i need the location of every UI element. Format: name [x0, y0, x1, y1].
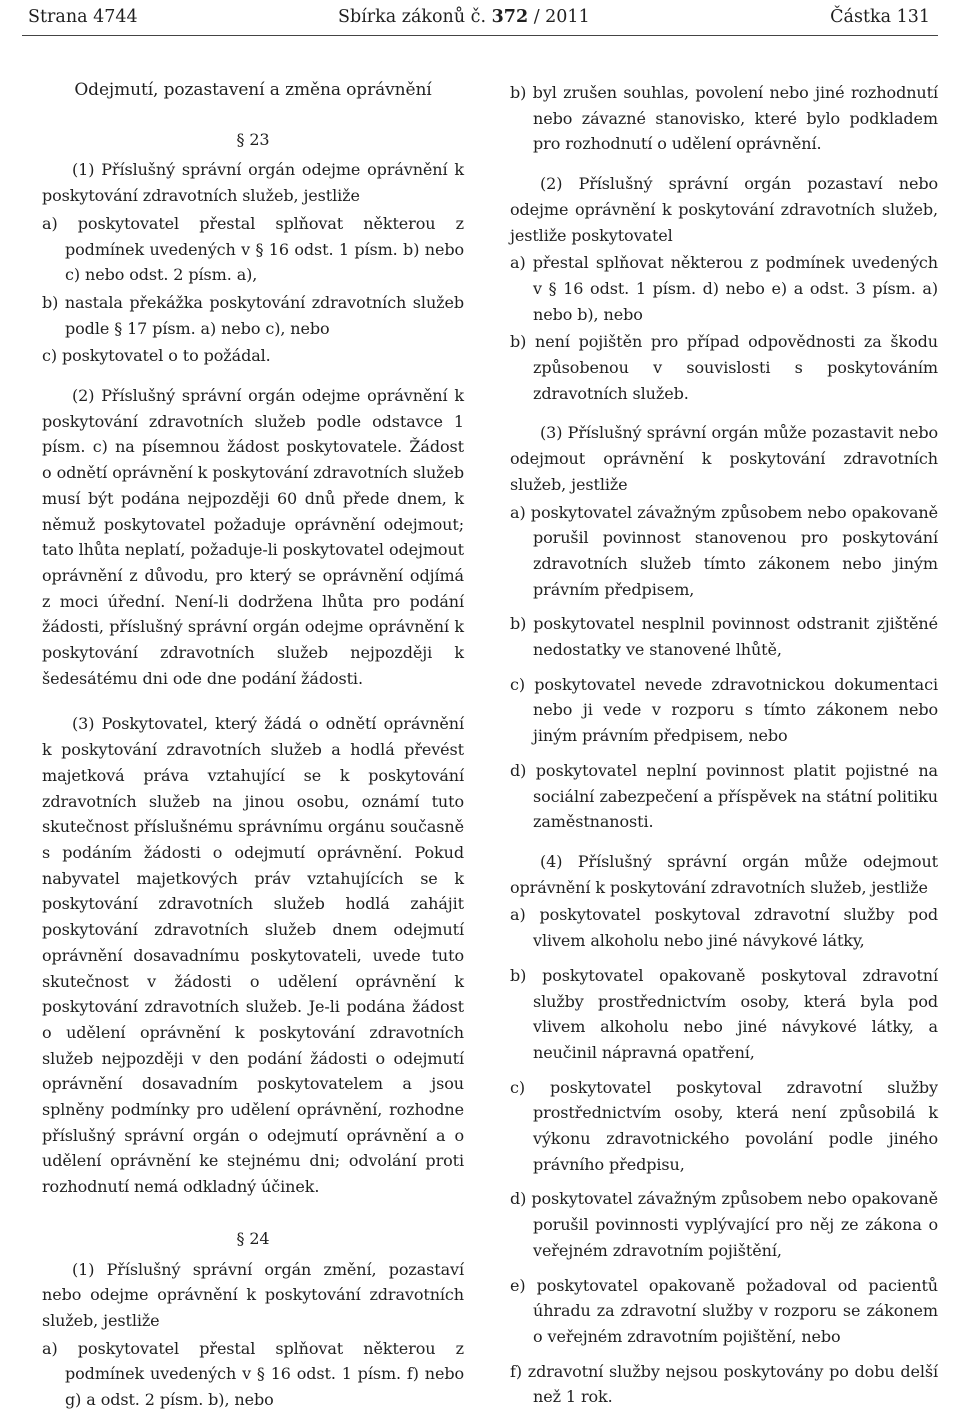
spacer — [510, 408, 938, 420]
section-heading-23: § 23 — [236, 129, 270, 149]
spacer — [510, 159, 938, 171]
spacer — [42, 371, 464, 383]
page-header — [20, 2, 940, 36]
s23-paragraph-1: (1) Příslušný správní orgán odejme oprávnění k poskytování zdravotních služeb, jestliže — [42, 160, 464, 206]
s24-paragraph-1: (1) Příslušný správní orgán změní, pozastaví nebo odejme oprávnění k poskytování zdravotních služeb, jestliže — [42, 1259, 464, 1330]
law-number: 372 — [491, 7, 529, 27]
s24-p2-item-b: b) není pojištěn pro případ odpovědnosti za škodu způsobenou v souvislosti s poskytováním zdravotních služeb. — [510, 332, 938, 403]
s23-p1-item-a: a) poskytovatel přestal splňovat některou z podmínek uvedených v § 16 odst. 1 písm. b) nebo c) nebo odst. 2 písm. a), — [42, 213, 464, 285]
issue-number: Částka 131 — [830, 7, 930, 27]
s24-p2-item-a: a) přestal splňovat některou z podmínek uvedených v § 16 odst. 1 písm. d) nebo e) a odst. 3 písm. a) nebo b), nebo — [510, 253, 938, 324]
part-title: Odejmutí, pozastavení a změna oprávnění — [74, 80, 432, 100]
s24-paragraph-4: (4) Příslušný správní orgán může odejmout oprávnění k poskytování zdravotních služeb, jestliže — [510, 851, 938, 897]
s24-p1-item-b: b) byl zrušen souhlas, povolení nebo jiné rozhodnutí nebo závazné stanovisko, které bylo podkladem pro rozhodnutí o udělení oprávnění. — [510, 83, 938, 154]
s24-p3-item-b: b) poskytovatel nesplnil povinnost odstranit zjištěné nedostatky ve stanovené lhůtě, — [510, 614, 938, 660]
s23-paragraph-2: (2) Příslušný správní orgán odejme oprávnění k poskytování zdravotních služeb podle odstavce 1 písm. c) na písemnou žádost poskytovatele. Žádost o odnětí oprávnění k poskytování zdravotních služeb musí být podána nejpozději 60 dnů přede dnem, k němuž poskytovatel požaduje oprávnění odejmout; tato lhůta neplatí, požaduje-li poskytovatel odejmout oprávnění z důvodu, pro který se oprávnění odjímá z moci úřední. Není-li dodržena lhůta pro podání žádosti, příslušný správní orgán odejme oprávnění k poskytování zdravotních služeb nejpozději k šedesátému dni ode dne podání žádosti. — [42, 386, 464, 688]
s24-paragraph-3: (3) Příslušný správní orgán může pozastavit nebo odejmout oprávnění k poskytování zdravotních služeb, jestliže — [510, 423, 938, 494]
spacer — [42, 699, 464, 711]
s24-p4-item-c: c) poskytovatel poskytoval zdravotní služby prostřednictvím osoby, která není způsobilá k výkonu zdravotnického povolání podle jiného právního předpisu, — [510, 1077, 938, 1174]
s24-p4-item-e: e) poskytovatel opakovaně požadoval od pacientů úhradu za zdravotní služby v rozporu se zákonem o veřejném zdravotním pojištění, nebo — [510, 1275, 938, 1346]
collection-name: Sbírka zákonů č. — [338, 7, 487, 27]
s24-p1-item-a: a) poskytovatel přestal splňovat některou z podmínek uvedených v § 16 odst. 1 písm. f) nebo g) a odst. 2 písm. b), nebo — [42, 1338, 464, 1410]
s24-p3-item-d: d) poskytovatel neplní povinnost platit pojistné na sociální zabezpečení a příspěvek na státní politiku zaměstnanosti. — [510, 760, 938, 832]
s24-p4-item-d: d) poskytovatel závažným způsobem nebo opakovaně porušil povinnosti vyplývající pro něj ze zákona o veřejném zdravotním pojištění, — [510, 1189, 938, 1260]
left-column — [42, 78, 464, 1415]
spacer — [510, 837, 938, 849]
s24-p4-item-b: b) poskytovatel opakovaně poskytoval zdravotní služby prostřednictvím osoby, která byla pod vlivem alkoholu nebo jiné návykové látky, a neučinil nápravná opatření, — [510, 965, 938, 1062]
section-heading-24: § 24 — [236, 1228, 270, 1248]
s24-p3-item-a: a) poskytovatel závažným způsobem nebo opakovaně porušil povinnost stanovenou pro poskytování zdravotních služeb tímto zákonem nebo jiným právním předpisem, — [510, 502, 938, 599]
s23-p1-item-c: c) poskytovatel o to požádal. — [42, 346, 271, 366]
s23-paragraph-3: (3) Poskytovatel, který žádá o odnětí oprávnění k poskytování zdravotních služeb a hodlá převést majetková práva vztahující se k poskytování zdravotních služeb na jinou osobu, oznámí tuto skutečnost příslušnému správnímu orgánu současně s podáním žádosti o odejmutí oprávnění. Pokud nabyvatel majetkových práv vztahujících se k poskytování zdravotních služeb hodlá zahájit poskytování zdravotních služeb dnem odejmutí oprávnění dosavadnímu poskytovateli, uvede tuto skutečnost v žádosti o udělení oprávnění k poskytování zdravotních služeb. Je-li podána žádost o udělení oprávnění k poskytování zdravotních služeb nejpozději v den podání žádosti o odejmutí oprávnění dosavadním poskytovatelem a jsou splněny podmínky pro udělení oprávnění, rozhodne příslušný správní orgán o odejmutí oprávnění a o udělení oprávnění ke stejnému dni; odvolání proti rozhodnutí nemá odkladný účinek. — [42, 714, 464, 1197]
s24-paragraph-2: (2) Příslušný správní orgán pozastaví nebo odejme oprávnění k poskytování zdravotních služeb, jestliže poskytovatel — [510, 174, 938, 245]
right-column — [510, 80, 938, 1412]
law-year: / 2011 — [533, 7, 590, 27]
s24-p4-item-a: a) poskytovatel poskytoval zdravotní služby pod vlivem alkoholu nebo jiné návykové látky, — [510, 905, 938, 951]
page-number: Strana 4744 — [28, 7, 138, 27]
s24-p3-item-c: c) poskytovatel nevede zdravotnickou dokumentaci nebo ji vede v rozporu s tímto zákonem nebo jiným právním předpisem, nebo — [510, 674, 938, 746]
s23-p1-item-b: b) nastala překážka poskytování zdravotních služeb podle § 17 písm. a) nebo c), nebo — [42, 292, 464, 338]
collection-reference — [338, 4, 590, 30]
s24-p4-item-f: f) zdravotní služby nejsou poskytovány po dobu delší než 1 rok. — [510, 1361, 938, 1407]
header-divider — [22, 35, 938, 36]
